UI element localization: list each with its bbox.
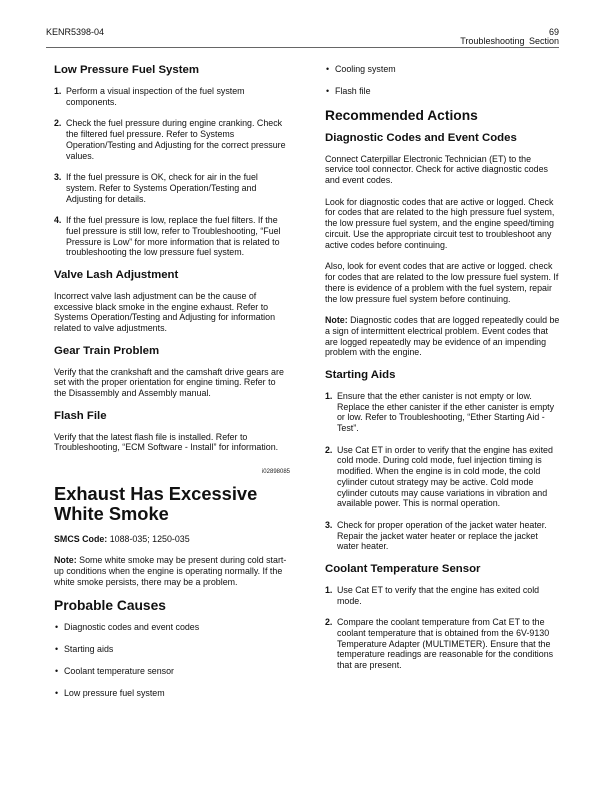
cause-text: Starting aids: [64, 644, 114, 655]
step-number: 3.: [54, 171, 62, 182]
smcs-label: SMCS Code:: [54, 533, 108, 544]
list-item: [325, 520, 561, 552]
note-label: Note:: [325, 314, 348, 325]
note-label: Note:: [54, 555, 77, 566]
right-column: [325, 64, 561, 682]
list-item: [325, 86, 561, 97]
document-id: i02898085: [261, 469, 290, 476]
page-number: 69: [548, 27, 559, 37]
cause-text: Cooling system: [335, 64, 396, 74]
cause-text: Low pressure fuel system: [64, 687, 165, 698]
starting-aids-steps: [325, 391, 561, 553]
main-title: Exhaust Has Excessive White Smoke: [54, 482, 258, 524]
step-number: 2.: [325, 444, 333, 455]
heading-diagnostic-codes: Diagnostic Codes and Event Codes: [325, 131, 517, 144]
step-text: Compare the coolant temperature from Cat ET to the coolant temperature that is obtained from the 6V-9130 Temperature Adapter (MULTIMETER). Ensure that the temperature readings are reasonable for the conditions that are present.: [337, 617, 554, 671]
bullet-icon: •: [326, 85, 330, 96]
list-item: [54, 622, 290, 633]
cause-text: Coolant temperature sensor: [64, 665, 175, 676]
list-item: [325, 617, 561, 671]
step-text: Use Cat ET to verify that the engine has exited cold mode.: [337, 584, 540, 606]
step-number: 1.: [325, 584, 333, 595]
probable-causes-list: [54, 622, 290, 698]
page-header: [46, 24, 559, 48]
list-item: [54, 86, 290, 108]
probable-causes-continued: [325, 64, 561, 97]
step-text: If the fuel pressure is OK, check for air in the fuel system. Refer to Systems Operation/Testing and Adjusting for details.: [66, 171, 258, 204]
step-text: Perform a visual inspection of the fuel system components.: [66, 86, 245, 107]
low-pressure-steps: [54, 86, 290, 258]
smcs-value: 1088-035; 1250-035: [107, 533, 190, 544]
step-number: 2.: [54, 118, 62, 129]
step-text: Check for proper operation of the jacket water heater. Repair the jacket water heater or replace the jacket water heater.: [337, 519, 547, 552]
step-text: If the fuel pressure is low, replace the fuel filters. If the fuel pressure is still low, refer to Troubleshooting, “Fuel Pressure is Low” for more information that is related to troubleshooting the low pressure fuel system.: [66, 214, 281, 258]
list-item: [325, 585, 561, 607]
note-text: Some white smoke may be present during cold start-up conditions when the engine is operating normally. If the white smoke persists, there may be a problem.: [54, 555, 287, 587]
gear-train-text: Verify that the crankshaft and the camshaft drive gears are set with the proper orientation for engine timing. Refer to the Disassembly and Assembly manual.: [54, 366, 284, 399]
note-text: Diagnostic codes that are logged repeatedly could be a sign of intermittent electrical problem. Event codes that are logged repeatedly may be evidence of an impending problem with the engine.: [325, 314, 560, 358]
bullet-icon: •: [55, 622, 59, 633]
left-column: [54, 64, 290, 709]
smcs-code: [54, 534, 290, 545]
bullet-icon: •: [55, 665, 59, 676]
step-number: 1.: [325, 390, 333, 401]
step-number: 4.: [54, 214, 62, 225]
step-text: Use Cat ET in order to verify that the engine has exited cold mode. During cold mode, fuel injection timing is modified. When the engine is in cold mode, the cold cylinder cutout strategy may be active. Cold mode cylinder cutouts may cause variations in vibration and available power. This is normal operation.: [337, 444, 553, 509]
heading-starting-aids: Starting Aids: [325, 368, 396, 381]
step-number: 3.: [325, 519, 333, 530]
note: [54, 555, 290, 587]
section-name: Troubleshooting Section: [460, 36, 559, 46]
step-number: 1.: [54, 86, 62, 96]
heading-gear-train: Gear Train Problem: [54, 344, 160, 357]
diag-paragraph-3: Also, look for event codes that are active or logged. check for codes that are related to the low pressure fuel system. If there is evidence of a problem with the fuel system, repair the low pressure fuel system before continuing.: [325, 261, 559, 304]
diag-paragraph-1: Connect Caterpillar Electronic Technician (ET) to the service tool connector. Check for active diagnostic codes and event codes.: [325, 153, 548, 186]
list-item: [54, 644, 290, 655]
step-text: Ensure that the ether canister is not empty or low. Replace the ether canister if the ether canister is empty or low. Refer to Troubleshooting, “Ether Starting Aid - Test”.: [337, 390, 555, 434]
heading-probable-causes: Probable Causes: [54, 598, 166, 614]
heading-coolant-temperature-sensor: Coolant Temperature Sensor: [325, 562, 481, 575]
bullet-icon: •: [326, 64, 330, 74]
heading-low-pressure-fuel-system: Low Pressure Fuel System: [54, 64, 199, 76]
list-item: [325, 391, 561, 434]
step-text: Check the fuel pressure during engine cranking. Check the filtered fuel pressure. Refer to Systems Operation/Testing and Adjusting for the correct pressure values.: [66, 118, 286, 161]
diag-paragraph-2: Look for diagnostic codes that are active or logged. Check for codes that are related to the high pressure fuel system, the low pressure fuel system, and the engine speed/timing circuit. Use the appropriate circuit test to troubleshoot any active codes before continuing.: [325, 196, 555, 250]
cause-text: Diagnostic codes and event codes: [64, 622, 200, 633]
flash-file-text: Verify that the latest flash file is installed. Refer to Troubleshooting, “ECM Software - Install” for information.: [54, 431, 279, 453]
bullet-icon: •: [55, 644, 59, 655]
list-item: [325, 64, 561, 75]
list-item: [54, 172, 290, 204]
heading-flash-file: Flash File: [54, 409, 107, 422]
diag-note: [325, 315, 561, 358]
heading-valve-lash: Valve Lash Adjustment: [54, 268, 179, 281]
document-number: KENR5398-04: [46, 27, 105, 37]
heading-recommended-actions: Recommended Actions: [325, 107, 478, 123]
cause-text: Flash file: [335, 85, 371, 96]
list-item: [54, 688, 290, 699]
step-number: 2.: [325, 617, 333, 628]
bullet-icon: •: [55, 687, 59, 698]
list-item: [54, 666, 290, 677]
list-item: [54, 118, 290, 161]
coolant-sensor-steps: [325, 585, 561, 671]
list-item: [54, 215, 290, 258]
valve-lash-text: Incorrect valve lash adjustment can be the cause of excessive black smoke in the engine exhaust. Refer to Systems Operation/Testing and Adjusting for information related to valve adjustments.: [54, 290, 276, 334]
list-item: [325, 445, 561, 510]
